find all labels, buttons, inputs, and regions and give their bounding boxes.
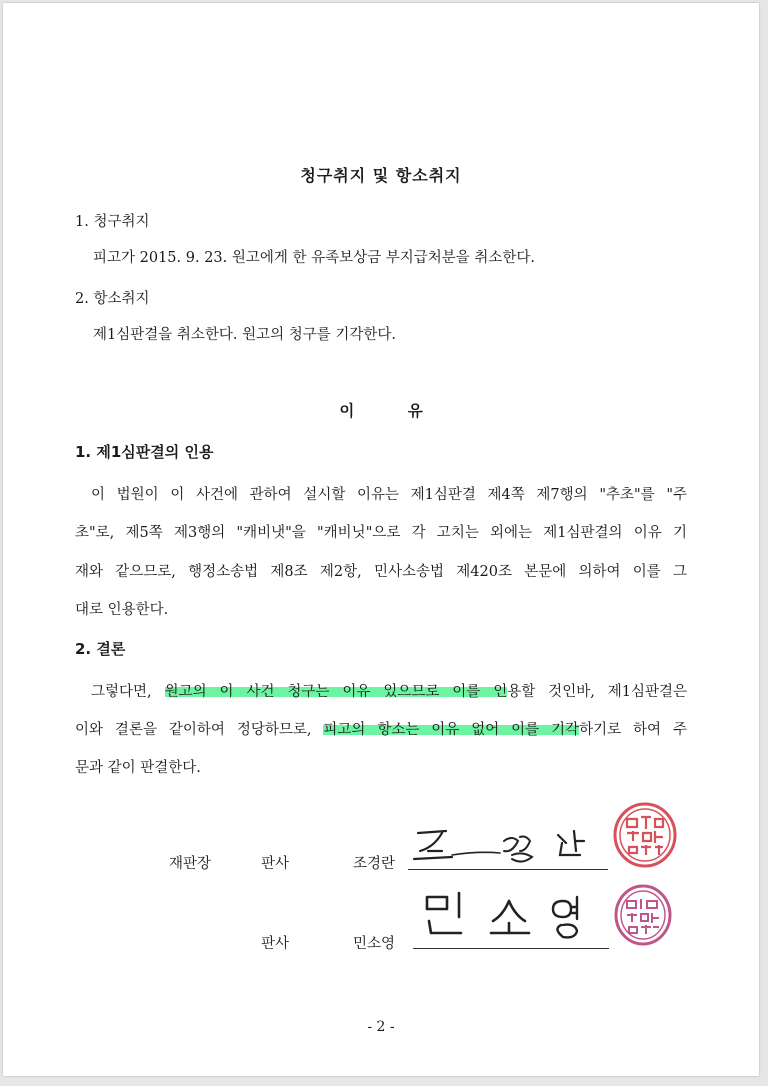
page-title: 청구취지 및 항소취지 (300, 166, 462, 185)
conclusion-line-1 (75, 680, 687, 701)
highlighted-text: 피고의 항소는 이유 없어 이를 기각 (323, 722, 580, 738)
judge-title: 판사 (261, 856, 290, 872)
judge-name: 조경란 (353, 856, 396, 872)
document-page (3, 3, 759, 1076)
section1-line: 대로 인용한다. (75, 602, 169, 618)
judge-seal-1 (611, 801, 679, 869)
conclusion-text: 이와 결론을 같이하여 정당하므로, (75, 722, 324, 738)
section2-heading: 2. 결론 (75, 640, 126, 658)
section1-line: 재와 같으므로, 행정소송법 제8조 제2항, 민사소송법 제420조 본문에 의하여 이를 그 (75, 564, 687, 580)
judge-title: 판사 (261, 936, 290, 952)
conclusion-text: 그렇다면, (91, 684, 165, 700)
handwritten-signature-2 (413, 887, 613, 943)
conclusion-text: 하기로 하여 주 (579, 722, 687, 738)
highlighted-text: 원고의 이 사건 청구는 이유 있으므로 이를 인 (164, 684, 508, 700)
signature-line (408, 869, 608, 870)
claim-heading: 1. 청구취지 (75, 214, 150, 230)
section1-heading: 1. 제1심판결의 인용 (75, 443, 214, 461)
judge-seal-2 (611, 883, 675, 947)
section1-line: 이 법원이 이 사건에 관하여 설시할 이유는 제1심판결 제4쪽 제7행의 "추초"를 "주 (91, 487, 687, 503)
section1-line: 초"로, 제5쪽 제3행의 "캐비냇"을 "캐비닛"으로 각 고치는 외에는 제1심판결의 이유 기 (75, 525, 687, 541)
conclusion-line-2 (75, 718, 687, 739)
signature-line (413, 948, 609, 949)
judge-name: 민소영 (353, 936, 396, 952)
presiding-judge-label: 재판장 (169, 856, 212, 872)
page-number: - 2 - (367, 1019, 395, 1035)
claim-text: 피고가 2015. 9. 23. 원고에게 한 유족보상금 부지급처분을 취소한다. (93, 250, 536, 266)
conclusion-text: 용할 것인바, 제1심판결은 (507, 684, 688, 700)
handwritten-signature-1 (408, 821, 618, 869)
appeal-heading: 2. 항소취지 (75, 291, 150, 307)
reasons-title: 이 유 (339, 402, 423, 420)
appeal-text: 제1심판결을 취소한다. 원고의 청구를 기각한다. (93, 327, 397, 343)
conclusion-line-3: 문과 같이 판결한다. (75, 760, 201, 776)
